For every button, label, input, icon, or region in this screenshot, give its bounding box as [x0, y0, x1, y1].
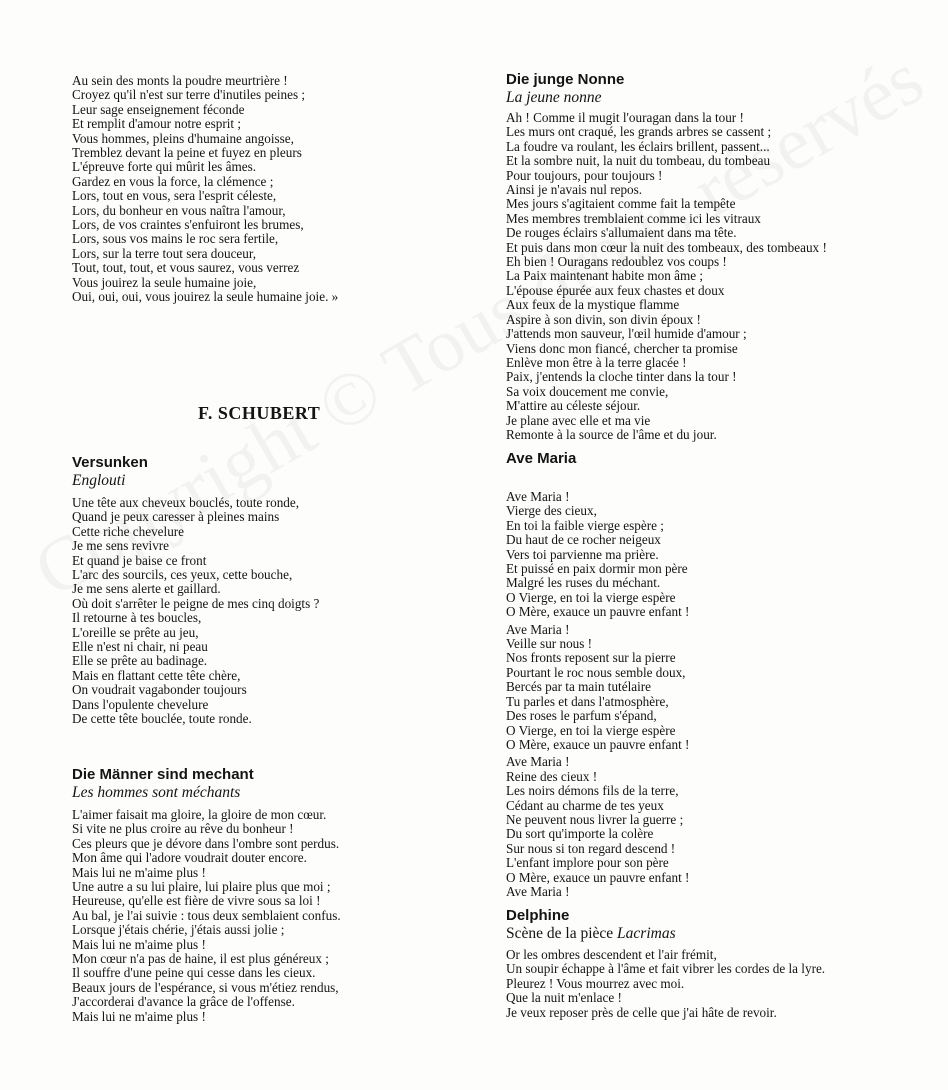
text-line: Je me sens revivre	[72, 538, 170, 554]
text-line: Reine des cieux !	[506, 768, 598, 784]
text-line: Un soupir échappe à l'âme et fait vibrer les cordes de la lyre.	[506, 961, 826, 977]
text-line: Je plane avec elle et ma vie	[506, 412, 651, 428]
text-line: Ave Maria !	[506, 883, 570, 899]
text-line: Tremblez devant la peine et fuyez en pleurs	[72, 145, 302, 161]
delphine-section	[506, 907, 926, 1020]
text-line: Elle n'est ni chair, ni peau	[72, 639, 208, 655]
ave-section	[506, 450, 926, 899]
text-line: Ne peuvent nous livrer la guerre ;	[506, 811, 684, 827]
text-line: Au sein des monts la poudre meurtrière !	[72, 73, 288, 88]
text-line: O Mère, exauce un pauvre enfant !	[506, 869, 690, 885]
intro-poem-ending	[72, 74, 462, 305]
text-line: Il souffre d'une peine qui cesse dans les cieux.	[72, 965, 316, 981]
text-line: Oui, oui, oui, vous jouirez la seule humaine joie. »	[72, 289, 339, 305]
text-line: Sur nous si ton regard descend !	[506, 840, 676, 856]
text-line: O Vierge, en toi la vierge espère	[506, 589, 676, 605]
text-line: Pleurez ! Vous mourrez avec moi.	[506, 975, 685, 991]
ave-title: Ave Maria	[506, 450, 577, 467]
text-line: Lors, du bonheur en vous naîtra l'amour,	[72, 202, 286, 218]
delphine-lyrics	[506, 948, 926, 1020]
text-line: Ces pleurs que je dévore dans l'ombre sont perdus.	[72, 835, 340, 851]
text-line: On voudrait vagabonder toujours	[72, 682, 247, 698]
text-line: Ave Maria !	[506, 754, 570, 770]
nonne-section	[506, 71, 926, 442]
text-line: Lors, tout en vous, sera l'esprit céleste,	[72, 188, 277, 204]
text-line: M'attire au céleste séjour.	[506, 398, 641, 414]
composer-heading: F. SCHUBERT	[198, 403, 321, 423]
nonne-lyrics	[506, 111, 926, 442]
text-line: Paix, j'entends la cloche tinter dans la tour !	[506, 369, 737, 385]
delphine-subtitle	[506, 925, 926, 943]
manner-title: Die Männer sind mechant	[72, 766, 254, 783]
text-line: Vous hommes, pleins d'humaine angoisse,	[72, 130, 294, 146]
text-line: Bercés par ta main tutélaire	[506, 679, 651, 695]
text-line: Croyez qu'il n'est sur terre d'inutiles peines ;	[72, 87, 306, 103]
text-line: Tout, tout, tout, et vous saurez, vous verrez	[72, 260, 300, 276]
text-line: Aux feux de la mystique flamme	[506, 297, 680, 313]
text-line: Cédant au charme de tes yeux	[506, 797, 664, 813]
text-line: Du haut de ce rocher neigeux	[506, 532, 661, 548]
text-line: Lors, sur la terre tout sera douceur,	[72, 245, 257, 261]
text-line: Enlève mon être à la terre glacée !	[506, 354, 687, 370]
manner-subtitle: Les hommes sont méchants	[72, 784, 241, 801]
text-line: Des roses le parfum s'épand,	[506, 708, 657, 724]
text-line: Or les ombres descendent et l'air frémit,	[506, 947, 717, 962]
text-line: Une tête aux cheveux bouclés, toute ronde,	[72, 495, 300, 510]
text-line: Aspire à son divin, son divin époux !	[506, 311, 701, 327]
text-line: Ave Maria !	[506, 489, 570, 504]
text-line: Mais lui ne m'aime plus !	[72, 936, 206, 952]
text-line: Eh bien ! Ouragans redoublez vos coups !	[506, 254, 727, 270]
text-line: Je me sens alerte et gaillard.	[72, 581, 221, 597]
text-line: Pour toujours, pour toujours !	[506, 167, 663, 183]
versunken-title: Versunken	[72, 454, 148, 471]
text-line: L'enfant implore pour son père	[506, 855, 669, 871]
text-line: Pourtant le roc nous semble doux,	[506, 664, 686, 680]
ave-stanza-1	[506, 490, 926, 620]
text-line: Que la nuit m'enlace !	[506, 990, 622, 1006]
text-line: Lorsque j'étais chérie, j'étais aussi jolie ;	[72, 922, 285, 938]
text-line: Au bal, je l'ai suivie : tous deux semblaient confus.	[72, 907, 341, 923]
delphine-title: Delphine	[506, 907, 570, 924]
text-line: Vous jouirez la seule humaine joie,	[72, 274, 257, 290]
text-line: O Mère, exauce un pauvre enfant !	[506, 736, 690, 752]
text-line: L'épouse épurée aux feux chastes et doux	[506, 282, 725, 298]
text-line: O Mère, exauce un pauvre enfant !	[506, 604, 690, 620]
text-line: Les noirs démons fils de la terre,	[506, 783, 679, 799]
versunken-section	[72, 454, 462, 727]
text-line: Viens donc mon fiancé, chercher ta promise	[506, 340, 738, 356]
text-line: Ainsi je n'avais nul repos.	[506, 182, 643, 198]
text-line: L'arc des sourcils, ces yeux, cette bouche,	[72, 567, 293, 583]
text-line: Et puissé en paix dormir mon père	[506, 561, 688, 577]
text-line: L'oreille se prête au jeu,	[72, 624, 199, 640]
text-line: Quand je peux caresser à pleines mains	[72, 509, 280, 525]
text-line: Mon âme qui l'adore voudrait douter encore.	[72, 850, 307, 866]
text-line: Tu parles et dans l'atmosphère,	[506, 693, 669, 709]
text-line: La foudre va roulant, les éclairs brillent, passent...	[506, 138, 770, 154]
text-line: Du sort qu'importe la colère	[506, 826, 654, 842]
delphine-subtitle-play: Lacrimas	[617, 925, 676, 942]
text-line: En toi la faible vierge espère ;	[506, 517, 664, 533]
text-line: Beaux jours de l'espérance, si vous m'étiez rendus,	[72, 979, 339, 995]
text-line: Gardez en vous la force, la clémence ;	[72, 173, 274, 189]
ave-stanza-3	[506, 755, 926, 899]
text-line: La Paix maintenant habite mon âme ;	[506, 268, 704, 284]
nonne-subtitle: La jeune nonne	[506, 89, 602, 106]
text-line: O Vierge, en toi la vierge espère	[506, 722, 676, 738]
text-line: Dans l'opulente chevelure	[72, 696, 209, 712]
text-line: Où doit s'arrêter le peigne de mes cinq doigts ?	[72, 595, 320, 611]
text-line: Sa voix doucement me convie,	[506, 383, 669, 399]
text-line: Vers toi parvienne ma prière.	[506, 546, 659, 562]
text-line: Heureuse, qu'elle est fière de vivre sous sa loi !	[72, 893, 321, 909]
text-line: Et remplit d'amour notre esprit ;	[72, 116, 242, 132]
text-line: Mes membres tremblaient comme ici les vitraux	[506, 210, 761, 226]
text-line: Remonte à la source de l'âme et du jour.	[506, 426, 717, 442]
text-line: De cette tête bouclée, toute ronde.	[72, 711, 252, 727]
text-line: Si vite ne plus croire au rêve du bonheur !	[72, 821, 294, 837]
delphine-subtitle-prefix: Scène de la pièce	[506, 925, 618, 942]
text-line: Les murs ont craqué, les grands arbres se cassent ;	[506, 124, 772, 140]
versunken-subtitle: Englouti	[72, 472, 126, 489]
text-line: Et quand je baise ce front	[72, 552, 207, 568]
text-line: Mais lui ne m'aime plus !	[72, 1008, 206, 1024]
text-line: Mais en flattant cette tête chère,	[72, 667, 241, 683]
nonne-title: Die junge Nonne	[506, 71, 625, 88]
text-line: Malgré les ruses du méchant.	[506, 575, 661, 591]
text-line: J'accorderai d'avance la grâce de l'offense.	[72, 994, 295, 1010]
text-line: Une autre a su lui plaire, lui plaire plus que moi ;	[72, 879, 331, 895]
text-line: Leur sage enseignement féconde	[72, 101, 245, 117]
manner-section	[72, 766, 462, 1024]
text-line: Elle se prête au badinage.	[72, 653, 208, 669]
text-line: Cette riche chevelure	[72, 523, 185, 539]
text-line: Lors, sous vos mains le roc sera fertile,	[72, 231, 279, 247]
text-line: Ah ! Comme il mugit l'ouragan dans la tour !	[506, 110, 744, 125]
text-line: Mes jours s'agitaient comme fait la tempête	[506, 196, 736, 212]
text-line: De rouges éclairs s'allumaient dans ma tête.	[506, 225, 737, 241]
versunken-lyrics	[72, 496, 462, 727]
text-line: Veille sur nous !	[506, 636, 593, 652]
text-line: J'attends mon sauveur, l'œil humide d'amour ;	[506, 326, 747, 342]
ave-stanza-2	[506, 623, 926, 753]
text-line: Et la sombre nuit, la nuit du tombeau, du tombeau	[506, 153, 771, 169]
text-line: L'épreuve forte qui mûrit les âmes.	[72, 159, 257, 175]
text-line: Et puis dans mon cœur la nuit des tombeaux, des tombeaux !	[506, 239, 827, 255]
text-line: Nos fronts reposent sur la pierre	[506, 650, 676, 666]
text-line: Il retourne à tes boucles,	[72, 610, 202, 626]
manner-lyrics	[72, 808, 462, 1024]
text-line: Ave Maria !	[506, 621, 570, 637]
text-line: Je veux reposer près de celle que j'ai hâte de revoir.	[506, 1004, 777, 1020]
text-line: Mon cœur n'a pas de haine, il est plus généreux ;	[72, 951, 329, 967]
text-line: Lors, de vos craintes s'enfuiront les brumes,	[72, 217, 304, 233]
text-line: Mais lui ne m'aime plus !	[72, 864, 206, 880]
text-line: L'aimer faisait ma gloire, la gloire de mon cœur.	[72, 807, 327, 822]
text-line: Vierge des cieux,	[506, 503, 597, 519]
